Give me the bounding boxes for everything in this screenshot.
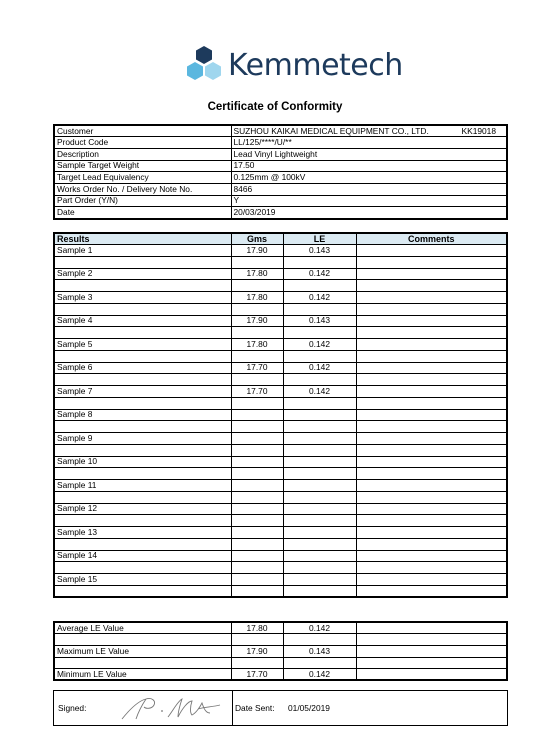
empty-cell — [231, 327, 283, 339]
summary-row — [54, 645, 507, 657]
empty-cell — [283, 585, 356, 597]
empty-cell — [283, 256, 356, 268]
empty-cell — [356, 468, 507, 480]
summary-label: Minimum LE Value — [54, 669, 231, 681]
table-row — [54, 550, 507, 562]
date-sent-value: 01/05/2019 — [288, 703, 330, 713]
empty-cell — [356, 421, 507, 433]
empty-cell — [356, 444, 507, 456]
date-sent-label: Date Sent: — [235, 703, 275, 713]
spacer-row — [54, 303, 507, 315]
description-value: Lead Vinyl Lightweight — [231, 148, 507, 160]
date-value: 20/03/2019 — [231, 207, 507, 219]
table-row — [54, 315, 507, 327]
sample-comment — [356, 245, 507, 257]
description-row — [54, 148, 507, 160]
sample-gms — [231, 574, 283, 586]
spacer-row — [54, 421, 507, 433]
sample-comment — [356, 268, 507, 280]
empty-cell — [283, 397, 356, 409]
empty-cell — [54, 562, 231, 574]
sample-le: 0.142 — [283, 292, 356, 304]
empty-cell — [356, 350, 507, 362]
spacer-row — [54, 350, 507, 362]
sample-le — [283, 456, 356, 468]
spacer-row — [54, 562, 507, 574]
table-row — [54, 362, 507, 374]
empty-cell — [283, 515, 356, 527]
target-lead-row — [54, 172, 507, 184]
description-label: Description — [54, 148, 231, 160]
results-table — [53, 232, 508, 598]
signed-label: Signed: — [58, 703, 87, 713]
sample-comment — [356, 574, 507, 586]
sample-comment — [356, 480, 507, 492]
table-row — [54, 574, 507, 586]
sample-comment — [356, 550, 507, 562]
summary-gms: 17.90 — [231, 645, 283, 657]
company-logo — [182, 44, 403, 90]
table-row — [54, 292, 507, 304]
sample-label: Sample 15 — [54, 574, 231, 586]
summary-le: 0.142 — [283, 622, 356, 634]
target-lead-value: 0.125mm @ 100kV — [231, 172, 507, 184]
customer-row — [54, 125, 507, 137]
customer-ref: KK19018 — [461, 125, 496, 136]
summary-gms: 17.70 — [231, 669, 283, 681]
empty-cell — [54, 256, 231, 268]
sample-label: Sample 4 — [54, 315, 231, 327]
sample-comment — [356, 339, 507, 351]
empty-cell — [356, 280, 507, 292]
sample-gms: 17.80 — [231, 339, 283, 351]
sample-label: Sample 3 — [54, 292, 231, 304]
sample-le — [283, 433, 356, 445]
table-row — [54, 268, 507, 280]
summary-comment — [356, 669, 507, 681]
sample-label: Sample 8 — [54, 409, 231, 421]
summary-comment — [356, 645, 507, 657]
empty-cell — [54, 491, 231, 503]
sample-label: Sample 12 — [54, 503, 231, 515]
empty-cell — [54, 444, 231, 456]
sample-label: Sample 2 — [54, 268, 231, 280]
sample-comment — [356, 409, 507, 421]
empty-cell — [283, 562, 356, 574]
target-weight-label: Sample Target Weight — [54, 160, 231, 172]
sample-gms — [231, 456, 283, 468]
sample-label: Sample 14 — [54, 550, 231, 562]
empty-cell — [54, 515, 231, 527]
table-row — [54, 339, 507, 351]
part-order-label: Part Order (Y/N) — [54, 195, 231, 207]
empty-cell — [231, 303, 283, 315]
empty-cell — [283, 468, 356, 480]
table-row — [54, 409, 507, 421]
signature-box — [53, 690, 508, 726]
empty-cell — [283, 444, 356, 456]
sample-label: Sample 5 — [54, 339, 231, 351]
empty-cell — [283, 491, 356, 503]
empty-cell — [283, 421, 356, 433]
works-order-value: 8466 — [231, 183, 507, 195]
empty-cell — [283, 538, 356, 550]
sample-label: Sample 1 — [54, 245, 231, 257]
sample-comment — [356, 433, 507, 445]
spacer-row — [54, 657, 507, 669]
empty-cell — [356, 562, 507, 574]
customer-label: Customer — [54, 125, 231, 137]
sample-le: 0.142 — [283, 362, 356, 374]
sample-le — [283, 480, 356, 492]
sample-le — [283, 574, 356, 586]
sample-le — [283, 527, 356, 539]
empty-cell — [54, 280, 231, 292]
results-header: Results — [54, 233, 231, 245]
product-code-row — [54, 137, 507, 149]
empty-cell — [356, 515, 507, 527]
empty-cell — [231, 280, 283, 292]
spacer-row — [54, 374, 507, 386]
spacer-row — [54, 256, 507, 268]
works-order-label: Works Order No. / Delivery Note No. — [54, 183, 231, 195]
spacer-row — [54, 327, 507, 339]
sample-label: Sample 13 — [54, 527, 231, 539]
empty-cell — [54, 374, 231, 386]
table-row — [54, 433, 507, 445]
empty-cell — [283, 657, 356, 669]
customer-name: SUZHOU KAIKAI MEDICAL EQUIPMENT CO., LTD. — [233, 125, 429, 136]
gms-header: Gms — [231, 233, 283, 245]
empty-cell — [356, 303, 507, 315]
empty-cell — [283, 350, 356, 362]
table-row — [54, 503, 507, 515]
table-row — [54, 386, 507, 398]
sample-label: Sample 10 — [54, 456, 231, 468]
date-row — [54, 207, 507, 219]
sample-gms — [231, 480, 283, 492]
empty-cell — [54, 303, 231, 315]
sample-label: Sample 6 — [54, 362, 231, 374]
empty-cell — [356, 657, 507, 669]
handwritten-signature — [116, 693, 226, 723]
sample-gms — [231, 503, 283, 515]
empty-cell — [54, 350, 231, 362]
footer-divider — [232, 691, 233, 725]
empty-cell — [283, 327, 356, 339]
empty-cell — [54, 397, 231, 409]
summary-label: Average LE Value — [54, 622, 231, 634]
sample-gms — [231, 409, 283, 421]
empty-cell — [356, 256, 507, 268]
spacer-row — [54, 444, 507, 456]
summary-le: 0.143 — [283, 645, 356, 657]
spacer-row — [54, 538, 507, 550]
empty-cell — [231, 421, 283, 433]
empty-cell — [231, 515, 283, 527]
le-header: LE — [283, 233, 356, 245]
empty-cell — [54, 634, 231, 646]
empty-cell — [283, 634, 356, 646]
empty-cell — [231, 657, 283, 669]
empty-cell — [231, 491, 283, 503]
sample-le: 0.142 — [283, 386, 356, 398]
empty-cell — [54, 327, 231, 339]
spacer-row — [54, 280, 507, 292]
sample-le: 0.143 — [283, 315, 356, 327]
target-weight-row — [54, 160, 507, 172]
empty-cell — [356, 538, 507, 550]
sample-label: Sample 11 — [54, 480, 231, 492]
summary-gms: 17.80 — [231, 622, 283, 634]
empty-cell — [231, 397, 283, 409]
date-label: Date — [54, 207, 231, 219]
summary-label: Maximum LE Value — [54, 645, 231, 657]
spacer-row — [54, 515, 507, 527]
empty-cell — [356, 327, 507, 339]
sample-le — [283, 409, 356, 421]
empty-cell — [54, 585, 231, 597]
target-lead-label: Target Lead Equivalency — [54, 172, 231, 184]
hexagon-logo-icon — [182, 44, 228, 90]
sample-le — [283, 503, 356, 515]
empty-cell — [356, 397, 507, 409]
empty-cell — [356, 374, 507, 386]
document-title: Certificate of Conformity — [207, 101, 343, 113]
spacer-row — [54, 468, 507, 480]
part-order-row — [54, 195, 507, 207]
empty-cell — [283, 374, 356, 386]
sample-gms: 17.90 — [231, 315, 283, 327]
sample-comment — [356, 292, 507, 304]
empty-cell — [231, 634, 283, 646]
summary-row — [54, 669, 507, 681]
sample-le — [283, 550, 356, 562]
empty-cell — [231, 374, 283, 386]
summary-comment — [356, 622, 507, 634]
empty-cell — [356, 634, 507, 646]
empty-cell — [231, 585, 283, 597]
table-row — [54, 480, 507, 492]
summary-table — [53, 621, 508, 681]
spacer-row — [54, 491, 507, 503]
sample-comment — [356, 456, 507, 468]
summary-le: 0.142 — [283, 669, 356, 681]
sample-comment — [356, 362, 507, 374]
empty-cell — [231, 562, 283, 574]
table-row — [54, 245, 507, 257]
table-row — [54, 456, 507, 468]
target-weight-value: 17.50 — [231, 160, 507, 172]
summary-row — [54, 622, 507, 634]
sample-le: 0.142 — [283, 339, 356, 351]
info-table — [53, 124, 508, 220]
spacer-row — [54, 397, 507, 409]
sample-gms: 17.70 — [231, 386, 283, 398]
sample-gms: 17.70 — [231, 362, 283, 374]
empty-cell — [356, 491, 507, 503]
sample-le: 0.142 — [283, 268, 356, 280]
sample-gms: 17.90 — [231, 245, 283, 257]
empty-cell — [54, 538, 231, 550]
product-code-label: Product Code — [54, 137, 231, 149]
spacer-row — [54, 634, 507, 646]
sample-gms — [231, 433, 283, 445]
empty-cell — [231, 350, 283, 362]
sample-gms: 17.80 — [231, 292, 283, 304]
works-order-row — [54, 183, 507, 195]
part-order-value: Y — [231, 195, 507, 207]
empty-cell — [231, 538, 283, 550]
sample-comment — [356, 503, 507, 515]
empty-cell — [231, 256, 283, 268]
empty-cell — [54, 421, 231, 433]
sample-label: Sample 7 — [54, 386, 231, 398]
empty-cell — [54, 657, 231, 669]
sample-comment — [356, 527, 507, 539]
customer-value — [231, 125, 507, 137]
empty-cell — [356, 585, 507, 597]
sample-comment — [356, 315, 507, 327]
product-code-value: LL/125/****/U/** — [231, 137, 507, 149]
sample-label: Sample 9 — [54, 433, 231, 445]
comments-header: Comments — [356, 233, 507, 245]
results-header-row — [54, 233, 507, 245]
empty-cell — [283, 280, 356, 292]
sample-gms — [231, 550, 283, 562]
empty-cell — [283, 303, 356, 315]
spacer-row — [54, 585, 507, 597]
brand-name: Kemmetech — [228, 48, 403, 83]
sample-comment — [356, 386, 507, 398]
table-row — [54, 527, 507, 539]
sample-gms: 17.80 — [231, 268, 283, 280]
empty-cell — [231, 468, 283, 480]
empty-cell — [54, 468, 231, 480]
empty-cell — [231, 444, 283, 456]
sample-gms — [231, 527, 283, 539]
sample-le: 0.143 — [283, 245, 356, 257]
